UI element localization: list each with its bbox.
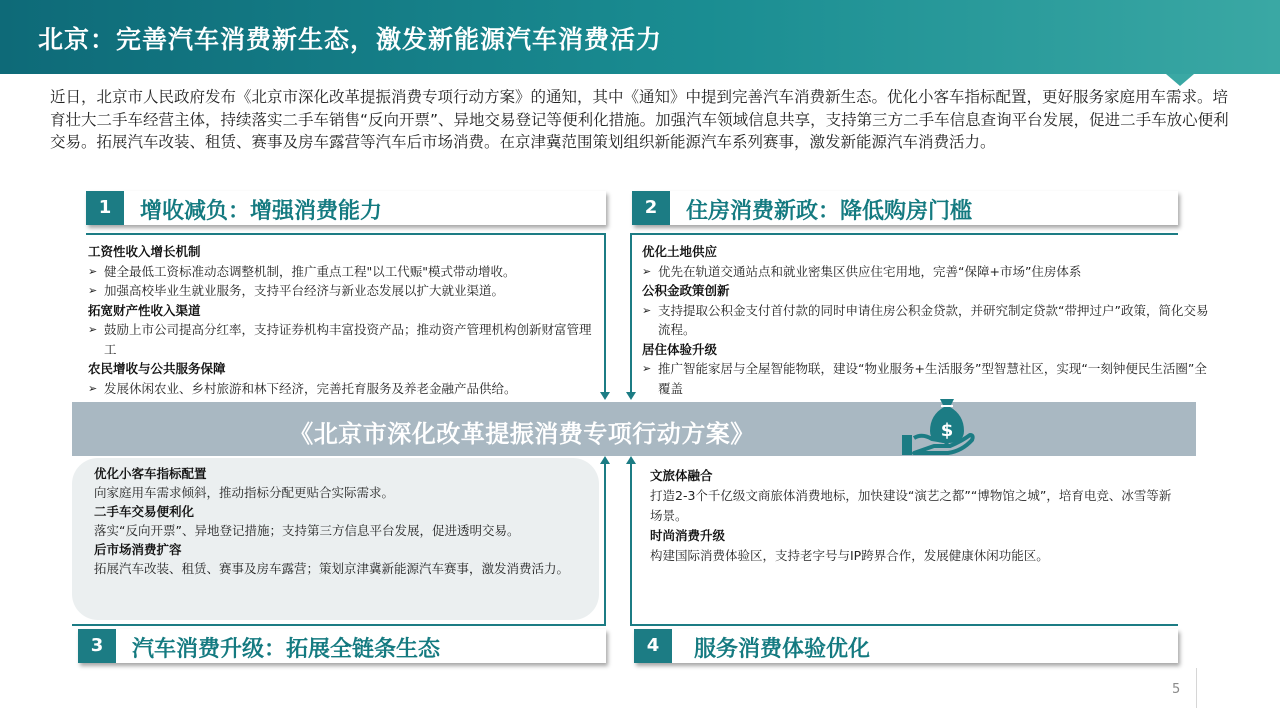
section-3-content xyxy=(94,464,594,578)
subheading: 拓宽财产性收入渠道 xyxy=(88,302,201,318)
section-1-title: 增收减负：增强消费能力 xyxy=(140,199,383,224)
body-text: 打造2-3个千亿级文商旅体消费地标，加快建设“演艺之都”“博物馆之城”，培育电竞、冰雪等新场景。 xyxy=(650,488,1172,523)
svg-text:$: $ xyxy=(940,420,954,441)
body-text: 向家庭用车需求倾斜，推动指标分配更贴合实际需求。 xyxy=(94,485,395,500)
section-2-title: 住房消费新政：降低购房门槛 xyxy=(686,199,973,224)
subheading: 优化小客车指标配置 xyxy=(94,466,207,481)
bullet-item: ➢ 支持提取公积金支付首付款的同时申请住房公积金贷款，并研究制定贷款“带押过户”政策，简化交易流程。 xyxy=(642,301,1214,340)
section-1-number: 1 xyxy=(86,191,124,225)
section-3-title: 汽车消费升级：拓展全链条生态 xyxy=(132,637,441,662)
bullet-item: ➢ 健全最低工资标准动态调整机制，推广重点工程"以工代赈"模式带动增收。 xyxy=(88,262,596,282)
section-2-underline xyxy=(632,233,1178,235)
subheading: 居住体验升级 xyxy=(642,341,718,357)
subheading: 后市场消费扩容 xyxy=(94,542,182,557)
subheading: 优化土地供应 xyxy=(642,244,718,259)
subheading: 农民增收与公共服务保障 xyxy=(88,361,226,376)
section-2-number: 2 xyxy=(632,191,670,225)
body-text: 落实“反向开票”、异地登记措施；支持第三方信息平台发展，促进透明交易。 xyxy=(94,523,520,538)
section-1-arrow xyxy=(600,392,610,400)
bullet-item: ➢ 推广智能家居与全屋智能物联，建设“物业服务+生活服务”型智慧社区，实现“一刻钟便民生活圈”全覆盖 xyxy=(642,359,1214,398)
section-3-number: 3 xyxy=(78,629,116,663)
section-3-connector xyxy=(604,462,606,624)
section-2-arrow xyxy=(626,392,636,400)
bullet-item: ➢ 加强高校毕业生就业服务，支持平台经济与新业态发展以扩大就业渠道。 xyxy=(88,281,596,301)
section-1-connector xyxy=(604,233,606,393)
section-4-arrow xyxy=(626,456,636,464)
intro-paragraph: 近日，北京市人民政府发布《北京市深化改革提振消费专项行动方案》的通知，其中《通知》中提到完善汽车消费新生态。优化小客车指标配置，更好服务家庭用车需求。培育壮大二手车经营主体，持续落实二手车销售“反向开票”、异地交易登记等便利化措施。加强汽车领域信息共享，支持第三方二手车信息查询平台发展，促进二手车放心便利交易。拓展汽车改装、租赁、赛事及房车露营等汽车后市场消费。在京津冀范围策划组织新能源汽车系列赛事，激发新能源汽车消费活力。 xyxy=(50,88,1229,151)
section-2-connector xyxy=(630,233,632,393)
section-1-header xyxy=(86,191,606,225)
header-notch xyxy=(1166,74,1194,86)
section-3-topline xyxy=(72,624,606,626)
section-2-content xyxy=(642,242,1214,398)
bullet-item: ➢ 优先在轨道交通站点和就业密集区供应住宅用地，完善“保障+市场”住房体系 xyxy=(642,262,1214,282)
section-1-content xyxy=(88,242,596,398)
body-text: 构建国际消费体验区，支持老字号与IP跨界合作，发展健康休闲功能区。 xyxy=(650,548,1049,563)
subheading: 二手车交易便利化 xyxy=(94,504,195,519)
subheading: 公积金政策创新 xyxy=(642,283,730,298)
money-bag-hand-icon xyxy=(900,393,976,459)
footer-divider xyxy=(1196,668,1197,708)
section-4-title: 服务消费体验优化 xyxy=(694,637,871,662)
section-3-header xyxy=(78,629,606,663)
section-4-number: 4 xyxy=(634,629,672,663)
section-4-topline xyxy=(630,624,1178,626)
section-4-connector xyxy=(630,462,632,624)
bullet-item: ➢ 发展休闲农业、乡村旅游和林下经济，完善托育服务及养老金融产品供给。 xyxy=(88,379,596,399)
section-4-header xyxy=(634,629,1178,663)
page-number: 5 xyxy=(1172,682,1181,697)
bullet-item: ➢ 鼓励上市公司提高分红率，支持证券机构丰富投资产品；推动资产管理机构创新财富管理工 xyxy=(88,320,596,359)
subheading: 时尚消费升级 xyxy=(650,528,726,543)
page-title: 北京：完善汽车消费新生态，激发新能源汽车消费活力 xyxy=(38,25,663,54)
section-4-content xyxy=(650,466,1180,566)
banner-title: 《北京市深化改革提振消费专项行动方案》 xyxy=(289,420,755,448)
section-3-arrow xyxy=(600,456,610,464)
section-2-header xyxy=(632,191,1178,225)
subheading: 工资性收入增长机制 xyxy=(88,244,201,259)
section-1-underline xyxy=(86,233,606,235)
subheading: 文旅体融合 xyxy=(650,468,713,483)
body-text: 拓展汽车改装、租赁、赛事及房车露营；策划京津冀新能源汽车赛事，激发消费活力。 xyxy=(94,561,570,576)
header-bar xyxy=(0,0,1280,74)
center-banner xyxy=(72,402,1196,456)
